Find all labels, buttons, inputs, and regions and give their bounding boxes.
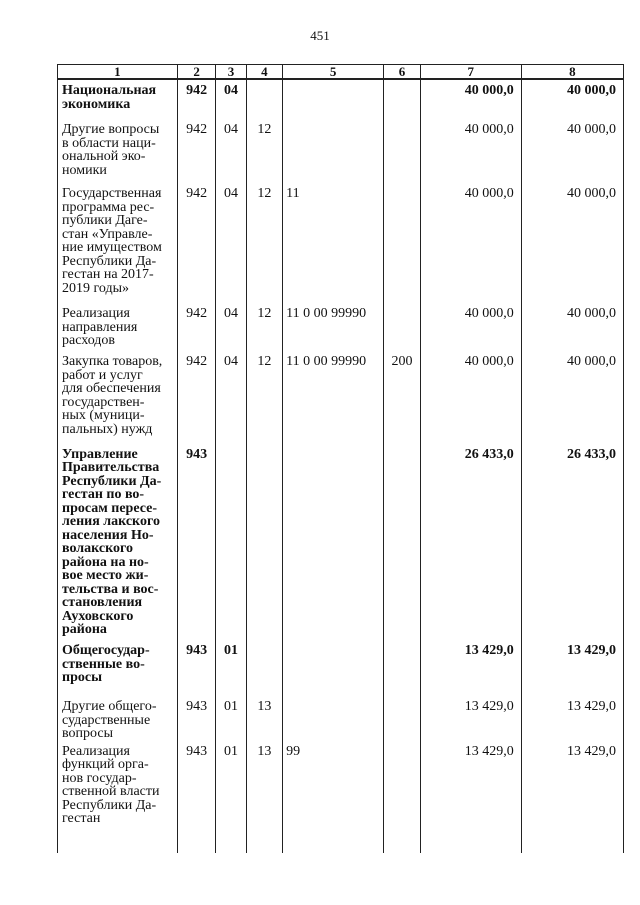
- budget-table: [57, 64, 624, 853]
- row-name-cell: Реализация функций орга- нов государ- ственной власти Республики Да- гестан: [58, 741, 178, 853]
- table-row: [58, 444, 624, 640]
- ved-code-cell: 943: [177, 444, 216, 640]
- target-article-cell: [283, 444, 384, 640]
- column-header: 1: [58, 65, 178, 80]
- subsection-code-cell: 13: [246, 696, 282, 741]
- target-article-cell: [283, 79, 384, 119]
- subsection-code-cell: 12: [246, 119, 282, 183]
- section-code-cell: 01: [216, 741, 246, 853]
- amount-cell: 26 433,0: [521, 444, 623, 640]
- subsection-code-cell: 12: [246, 303, 282, 351]
- target-article-cell: 99: [283, 741, 384, 853]
- section-code-cell: 01: [216, 696, 246, 741]
- table-row: [58, 79, 624, 119]
- ved-code-cell: 942: [177, 303, 216, 351]
- table-header-row: [58, 65, 624, 80]
- target-article-cell: 11 0 00 99990: [283, 303, 384, 351]
- expense-type-cell: [384, 183, 420, 303]
- expense-type-cell: [384, 444, 420, 640]
- row-name-cell: Закупка товаров, работ и услуг для обеспечения государствен- ных (муници- пальных) нужд: [58, 351, 178, 443]
- subsection-code-cell: [246, 79, 282, 119]
- ved-code-cell: 942: [177, 351, 216, 443]
- subsection-code-cell: 12: [246, 351, 282, 443]
- column-header: 7: [420, 65, 521, 80]
- target-article-cell: [283, 119, 384, 183]
- table-row: [58, 696, 624, 741]
- expense-type-cell: [384, 640, 420, 696]
- amount-cell: 40 000,0: [521, 79, 623, 119]
- page-number: 451: [310, 28, 330, 43]
- amount-cell: 13 429,0: [521, 696, 623, 741]
- row-name-cell: Реализация направления расходов: [58, 303, 178, 351]
- ved-code-cell: 943: [177, 741, 216, 853]
- ved-code-cell: 942: [177, 79, 216, 119]
- subsection-code-cell: [246, 640, 282, 696]
- table-row: [58, 119, 624, 183]
- amount-cell: 40 000,0: [420, 183, 521, 303]
- target-article-cell: 11: [283, 183, 384, 303]
- amount-cell: 13 429,0: [521, 640, 623, 696]
- expense-type-cell: [384, 741, 420, 853]
- expense-type-cell: [384, 303, 420, 351]
- section-code-cell: 04: [216, 79, 246, 119]
- amount-cell: 13 429,0: [521, 741, 623, 853]
- column-header: 5: [283, 65, 384, 80]
- expense-type-cell: [384, 696, 420, 741]
- amount-cell: 40 000,0: [521, 303, 623, 351]
- target-article-cell: 11 0 00 99990: [283, 351, 384, 443]
- row-name-cell: Другие вопросы в области наци- ональной эко- номики: [58, 119, 178, 183]
- row-name-cell: Национальная экономика: [58, 79, 178, 119]
- ved-code-cell: 943: [177, 696, 216, 741]
- section-code-cell: 04: [216, 303, 246, 351]
- section-code-cell: 04: [216, 119, 246, 183]
- expense-type-cell: 200: [384, 351, 420, 443]
- expense-type-cell: [384, 119, 420, 183]
- column-header: 2: [177, 65, 216, 80]
- table-row: [58, 741, 624, 853]
- table-body: [58, 79, 624, 853]
- amount-cell: 40 000,0: [521, 183, 623, 303]
- column-header: 3: [216, 65, 246, 80]
- amount-cell: 40 000,0: [420, 351, 521, 443]
- ved-code-cell: 942: [177, 119, 216, 183]
- amount-cell: 40 000,0: [420, 79, 521, 119]
- column-header: 6: [384, 65, 420, 80]
- table-row: [58, 303, 624, 351]
- table-row: [58, 183, 624, 303]
- table-row: [58, 351, 624, 443]
- amount-cell: 40 000,0: [521, 119, 623, 183]
- ved-code-cell: 942: [177, 183, 216, 303]
- section-code-cell: 04: [216, 183, 246, 303]
- row-name-cell: Другие общего- сударственные вопросы: [58, 696, 178, 741]
- ved-code-cell: 943: [177, 640, 216, 696]
- amount-cell: 13 429,0: [420, 696, 521, 741]
- column-header: 8: [521, 65, 623, 80]
- amount-cell: 40 000,0: [420, 303, 521, 351]
- expense-type-cell: [384, 79, 420, 119]
- target-article-cell: [283, 696, 384, 741]
- row-name-cell: Общегосудар- ственные во- просы: [58, 640, 178, 696]
- amount-cell: 26 433,0: [420, 444, 521, 640]
- amount-cell: 40 000,0: [521, 351, 623, 443]
- amount-cell: 13 429,0: [420, 640, 521, 696]
- section-code-cell: 04: [216, 351, 246, 443]
- subsection-code-cell: [246, 444, 282, 640]
- table-row: [58, 640, 624, 696]
- row-name-cell: Управление Правительства Республики Да- гестан по во- просам пересе- ления лакского населения Но- волакского района на но- вое место жи- тельства и вос- становления Ауховского района: [58, 444, 178, 640]
- amount-cell: 40 000,0: [420, 119, 521, 183]
- column-header: 4: [246, 65, 282, 80]
- subsection-code-cell: 12: [246, 183, 282, 303]
- amount-cell: 13 429,0: [420, 741, 521, 853]
- section-code-cell: [216, 444, 246, 640]
- subsection-code-cell: 13: [246, 741, 282, 853]
- target-article-cell: [283, 640, 384, 696]
- section-code-cell: 01: [216, 640, 246, 696]
- row-name-cell: Государственная программа рес- публики Даге- стан «Управле- ние имуществом Республики Да- гестан на 2017- 2019 годы»: [58, 183, 178, 303]
